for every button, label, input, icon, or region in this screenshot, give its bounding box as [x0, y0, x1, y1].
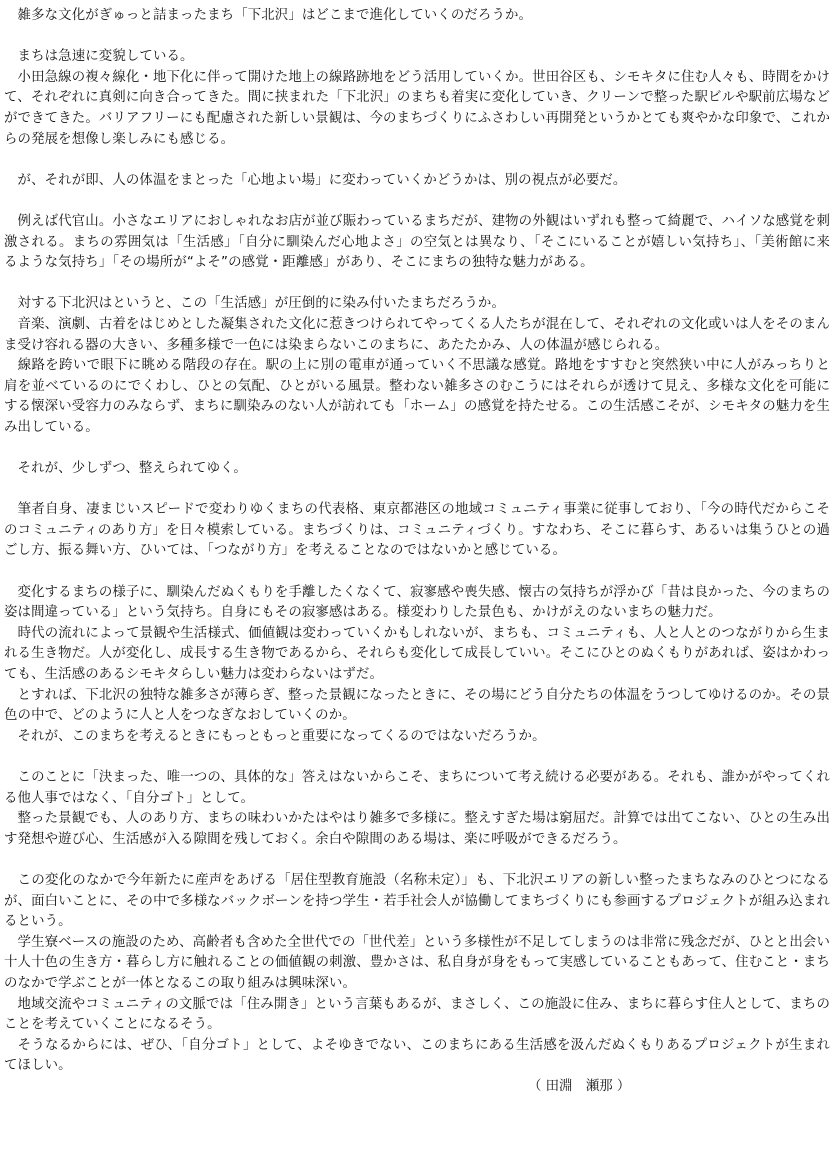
- author-byline: （ 田淵 瀬那 ）: [528, 1078, 631, 1094]
- paragraph: が、それが即、人の体温をまとった「心地よい場」に変わっていくかどうかは、別の視点が必要だ。: [4, 172, 627, 188]
- paragraph: 対する下北沢はというと、この「生活感」が圧倒的に染み付いたまちだろうか。: [4, 296, 505, 312]
- paragraph: 音楽、演劇、古着をはじめとした凝集された文化に惹きつけられてやってくる人たちが混在して、それぞれの文化或いは人をそのまんま受け容れる器の大きい、多種多様で一色には染まらないこのまちに、あたたかみ、人の体温が感じられる。: [4, 316, 830, 353]
- paragraph: 整った景観でも、人のあり方、まちの味わいかたはやはり雑多で多様に。整えすぎた場は窮屈だ。計算では出てこない、ひとの生み出す発想や遊び心、生活感が入る隙間を残しておく。余白や隙間のある場は、楽に呼吸ができるだろう。: [4, 811, 830, 847]
- paragraph: それが、少しずつ、整えられてゆく。: [4, 461, 247, 477]
- paragraph: 線路を跨いで眼下に眺める階段の存在。駅の上に別の電車が通っていく不思議な感覚。路地をすすむと突然狭い中に人がみっちりと肩を並べているのにでくわし、ひとの気配、ひとがいる風景。整わない雑多さのむこうにはそれらが透けて見え、多様な文化を可能にする懐深い受容力のみならず、まちに馴染みのない人が訪れても「ホーム」の感覚を持たせる。この生活感こそが、シモキタの魅力を生み出している。: [4, 358, 830, 435]
- paragraph: そうなるからには、ぜひ、「自分ゴト」として、よそゆきでない、このまちにある生活感を汲んだぬくもりあるプロジェクトが生まれてほしい。: [4, 1037, 830, 1074]
- paragraph: 時代の流れによって景観や生活様式、価値観は変わっていくかもしれないが、まちも、コミュニティも、人と人とのつながりから生まれる生き物だ。人が変化し、成長する生き物であるから、それらも変化して成長していい。そこにひとのぬくもりがあれば、姿はかわっても、生活感のあるシモキタらしい魅力は変わらないはずだ。: [4, 625, 830, 682]
- paragraph: 地域交流やコミュニティの文脈では「住み開き」という言葉もあるが、まさしく、この施設に住み、まちに暮らす住人として、まちのことを考えていくことになるそう。: [4, 996, 830, 1033]
- paragraph: まちは急速に変貌している。: [4, 49, 194, 65]
- paragraph: 筆者自身、凄まじいスピードで変わりゆくまちの代表格、東京都港区の地域コミュニティ事業に従事しており、「今の時代だからこそのコミュニティのあり方」を日々模索している。まちづくりは、コミュニティづくり。すなわち、そこに暮らす、あるいは集うひとの過ごし方、振る舞い方、ひいては、「つながり方」を考えることなのではないかと感じている。: [4, 502, 830, 559]
- paragraph: 学生寮ベースの施設のため、高齢者も含めた全世代での「世代差」という多様性が不足してしまうのは非常に残念だが、ひとと出会い十人十色の生き方・暮らし方に触れることの価値観の刺激、豊かさは、私自身が身をもって実感していることもあって、住むこと・まちのなかで学ぶことが一体となるこの取り組みは興味深い。: [4, 934, 830, 991]
- paragraph: 小田急線の複々線化・地下化に伴って開けた地上の線路跡地をどう活用していくか。世田谷区も、シモキタに住む人々も、時間をかけて、それぞれに真剣に向き合ってきた。間に挟まれた「下北沢」のまちも着実に変化していき、クリーンで整った駅ビルや駅前広場などができてきた。バリアフリーにも配慮された新しい景観は、今のまちづくりにふさわしい再開発というかとても爽やかな印象で、これからの発展を想像し楽しみにも感じる。: [4, 69, 830, 147]
- paragraph: このことに「決まった、唯一つの、具体的な」答えはないからこそ、まちについて考え続ける必要がある。それも、誰かがやってくれる他人事ではなく、「自分ゴト」として。: [4, 769, 830, 806]
- paragraph: この変化のなかで今年新たに産声をあげる「居住型教育施設（名称未定）」も、下北沢エリアの新しい整ったまちなみのひとつになるが、面白いことに、その中で多様なバックボーンを持つ学生・若手社会人が協働してまちづくりにも参画するプロジェクトが組み込まれるという。: [4, 872, 830, 930]
- paragraph: 例えば代官山。小さなエリアにおしゃれなお店が並び賑わっているまちだが、建物の外観はいずれも整って綺麗で、ハイソな感覚を刺激される。まちの雰囲気は「生活感」「自分に馴染んだ心地よさ」の空気とは異なり、「そこにいることが嬉しい気持ち」、「美術館に来るような気持ち」「その場所が“よそ”の感覚・距離感」があり、そこにまちの独特な魅力がある。: [4, 213, 830, 271]
- article-body: [4, 6, 830, 1097]
- paragraph: 雑多な文化がぎゅっと詰まったまち「下北沢」はどこまで進化していくのだろうか。: [4, 8, 533, 23]
- paragraph: 変化するまちの様子に、馴染んだぬくもりを手離したくなくて、寂寥感や喪失感、懐古の気持ちが浮かび「昔は良かった、今のまちの姿は間違っている」という気持ち。自身にもその寂寥感はある。様変わりした景色も、かけがえのないまちの魅力だ。: [4, 584, 830, 621]
- paragraph: とすれば、下北沢の独特な雑多さが薄らぎ、整った景観になったときに、その場にどう自分たちの体温をうつしてゆけるのか。その景色の中で、どのように人と人をつなぎなおしていくのか。: [4, 687, 830, 724]
- paragraph: それが、このまちを考えるときにもっともっと重要になってくるのではないだろうか。: [4, 728, 546, 744]
